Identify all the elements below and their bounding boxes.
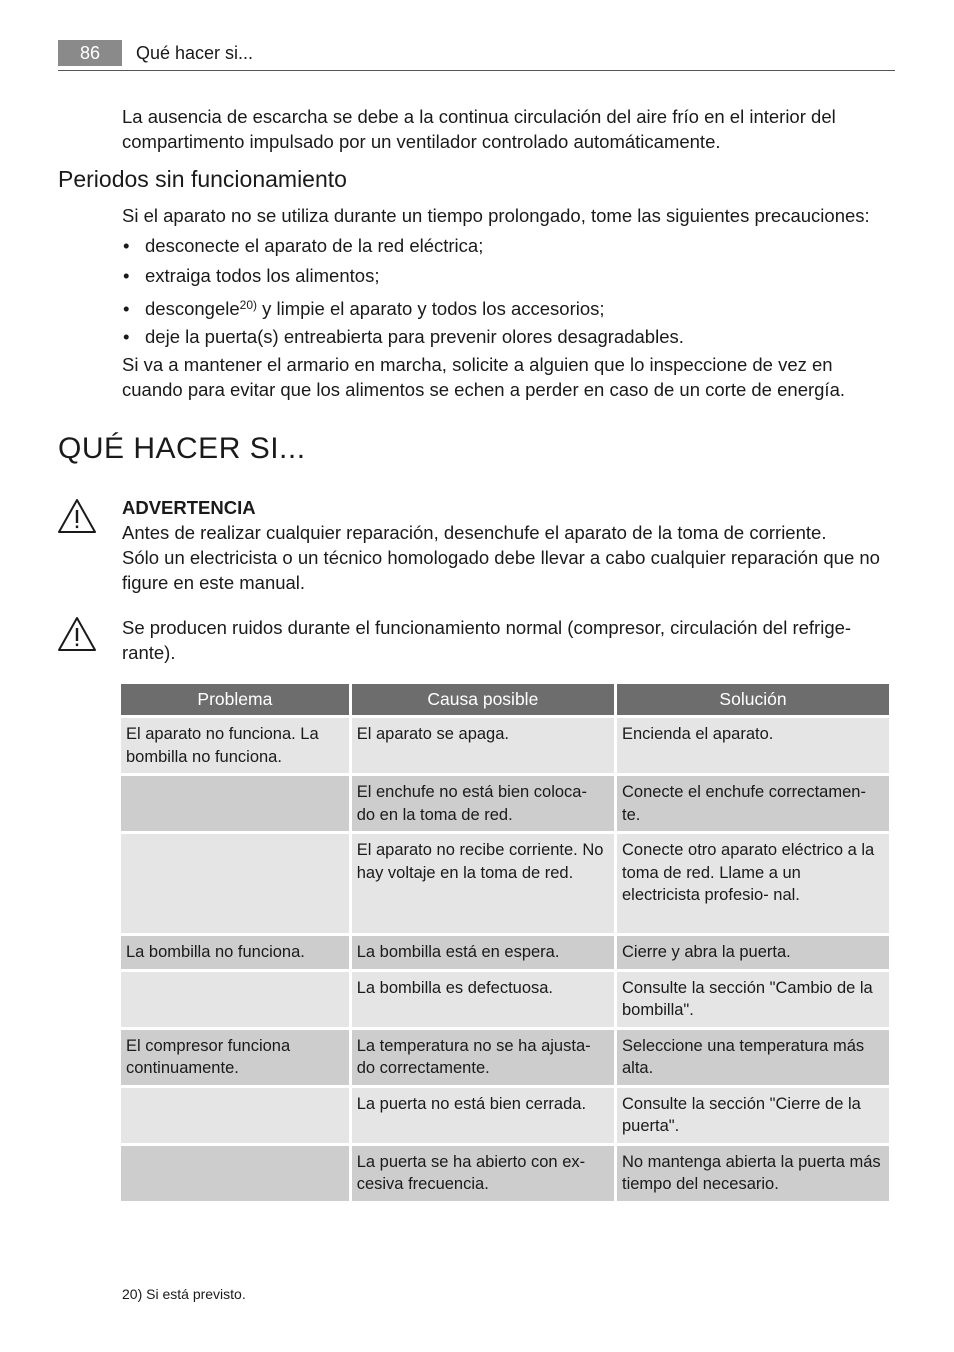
warning-triangle-icon	[57, 616, 97, 652]
cell-problem: La bombilla no funciona.	[121, 936, 349, 969]
cell-cause: La bombilla es defectuosa.	[352, 972, 614, 1027]
cell-solution: Encienda el aparato.	[617, 718, 889, 773]
list-item: • descongele$^{20)}$ y limpie el aparato y todos los accesorios;	[123, 298, 605, 319]
cell-cause: La bombilla está en espera.	[352, 936, 614, 969]
running-title: Qué hacer si...	[136, 43, 254, 63]
cell-problem	[121, 834, 349, 933]
column-header-solution: Solución	[617, 684, 889, 715]
table-row	[121, 1146, 889, 1201]
table-row	[121, 936, 889, 969]
table-row	[121, 718, 889, 773]
cell-solution: Consulte la sección "Cierre de la puerta".	[617, 1088, 889, 1143]
cell-cause: La puerta se ha abierto con ex- cesiva frecuencia.	[352, 1146, 614, 1201]
section-heading-troubleshoot: QUÉ HACER SI...	[58, 432, 306, 465]
section-heading-periods: Periodos sin funcionamiento	[58, 166, 347, 192]
column-header-cause: Causa posible	[352, 684, 614, 715]
page-header	[58, 40, 895, 71]
column-header-problem: Problema	[121, 684, 349, 715]
cell-solution: No mantenga abierta la puerta más tiempo del necesario.	[617, 1146, 889, 1201]
table-row	[121, 776, 889, 831]
cell-problem	[121, 776, 349, 831]
warning-block	[122, 495, 892, 595]
table-row	[121, 972, 889, 1027]
cell-solution: Cierre y abra la puerta.	[617, 936, 889, 969]
footnote-ref: 20)	[239, 298, 257, 312]
table-row	[121, 834, 889, 933]
troubleshooting-table	[118, 681, 892, 1204]
cell-problem	[121, 972, 349, 1027]
cell-solution: Conecte el enchufe correctamen- te.	[617, 776, 889, 831]
warning-triangle-icon	[57, 498, 97, 534]
periods-closing: Si va a mantener el armario en marcha, solicite a alguien que lo inspeccione de vez en cuando para evitar que los alimentos se echen a perder en caso de un corte de energía.	[122, 354, 845, 400]
warning-title: ADVERTENCIA	[122, 497, 256, 518]
cell-problem	[121, 1088, 349, 1143]
cell-solution: Consulte la sección "Cambio de la bombilla".	[617, 972, 889, 1027]
precautions-list	[122, 233, 892, 354]
cell-solution: Seleccione una temperatura más alta.	[617, 1030, 889, 1085]
cell-solution: Conecte otro aparato eléctrico a la toma de red. Llame a un electricista profesio- nal.	[617, 834, 889, 933]
cell-cause: El aparato se apaga.	[352, 718, 614, 773]
page-number: 86	[58, 40, 122, 66]
list-item: • deje la puerta(s) entreabierta para prevenir olores desagradables.	[123, 326, 684, 347]
table-header-row	[121, 684, 889, 715]
warning-line: Antes de realizar cualquier reparación, desenchufe el aparato de la toma de corriente.	[122, 522, 827, 543]
cell-cause: La temperatura no se ha ajusta- do correctamente.	[352, 1030, 614, 1085]
cell-problem	[121, 1146, 349, 1201]
cell-cause: El enchufe no está bien coloca- do en la toma de red.	[352, 776, 614, 831]
cell-problem: El compresor funciona continuamente.	[121, 1030, 349, 1085]
cell-cause: La puerta no está bien cerrada.	[352, 1088, 614, 1143]
footnote: 20) Si está previsto.	[122, 1286, 246, 1302]
cell-problem: El aparato no funciona. La bombilla no funciona.	[121, 718, 349, 773]
periods-lead: Si el aparato no se utiliza durante un tiempo prolongado, tome las siguientes precauciones:	[122, 205, 870, 226]
intro-paragraph: La ausencia de escarcha se debe a la continua circulación del aire frío en el interior del compartimento impulsado por un ventilador controlado automáticamente.	[122, 106, 836, 152]
table-row	[121, 1088, 889, 1143]
table-row	[121, 1030, 889, 1085]
list-item: • desconecte el aparato de la red eléctrica;	[123, 235, 484, 256]
list-item: • extraiga todos los alimentos;	[123, 265, 380, 286]
noise-note: Se producen ruidos durante el funcionamiento normal (compresor, circulación del refrige- rante).	[122, 617, 852, 663]
cell-cause: El aparato no recibe corriente. No hay voltaje en la toma de red.	[352, 834, 614, 933]
warning-line: Sólo un electricista o un técnico homologado debe llevar a cabo cualquier reparación que no figure en este manual.	[122, 547, 880, 593]
